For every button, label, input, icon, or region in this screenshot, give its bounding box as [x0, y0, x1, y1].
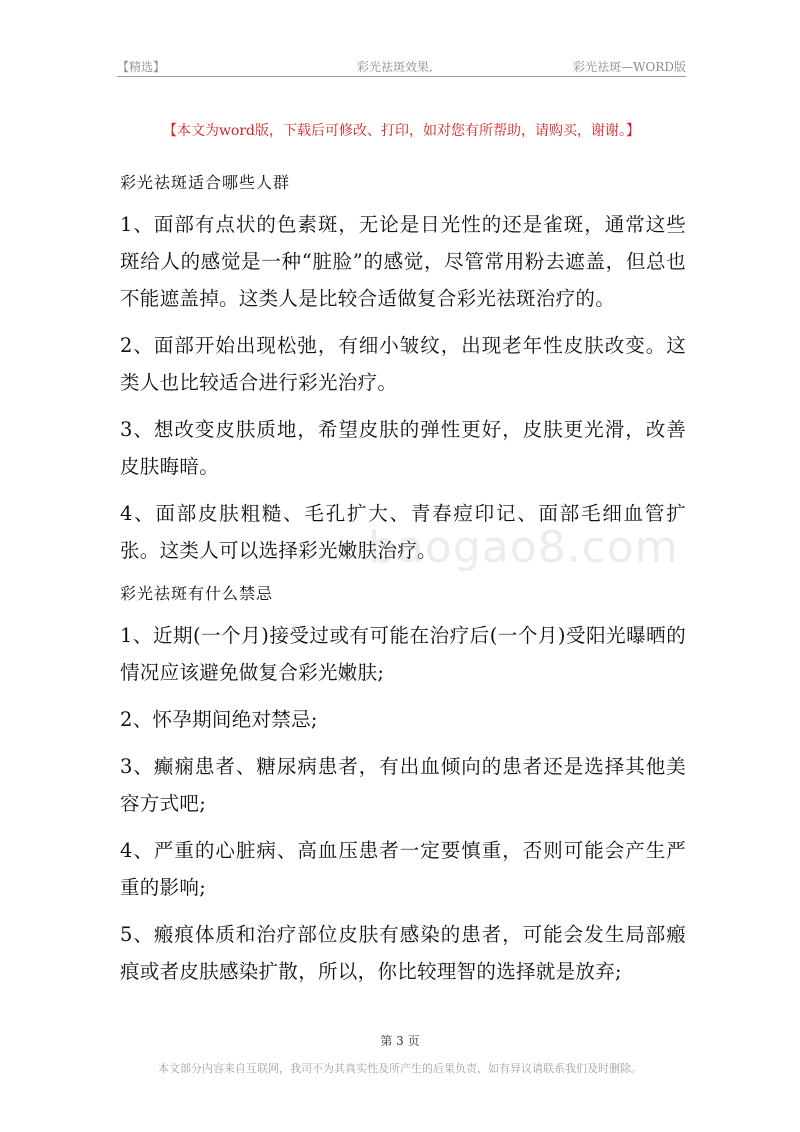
- paragraph-suitable-2: 2、面部开始出现松弛，有细小皱纹，出现老年性皮肤改变。这类人也比较适合进行彩光治疗。: [120, 334, 686, 394]
- download-notice: 【本文为word版，下载后可修改、打印，如对您有所帮助，请购买，谢谢。】: [162, 123, 641, 139]
- header-left-label: 【精选】: [117, 60, 166, 74]
- paragraph-contra-3: 3、癫痫患者、糖尿病患者，有出血倾向的患者还是选择其他美容方式吧;: [120, 755, 686, 815]
- section-heading-contraindications: 彩光祛斑有什么禁忌: [120, 584, 274, 603]
- paragraph-contra-1: 1、近期(一个月)接受过或有可能在治疗后(一个月)受阳光曝晒的情况应该避免做复合彩光嫩肤;: [120, 624, 686, 684]
- paragraph-suitable-1: 1、面部有点状的色素斑，无论是日光性的还是雀斑，通常这些斑给人的感觉是一种“脏脸”的感觉，尽管常用粉去遮盖，但总也不能遮盖掉。这类人是比较合适做复合彩光祛斑治疗的。: [120, 213, 686, 310]
- paragraph-suitable-4: 4、面部皮肤粗糙、毛孔扩大、青春痘印记、面部毛细血管扩张。这类人可以选择彩光嫩肤治疗。: [120, 502, 686, 562]
- page-number: 第 3 页: [380, 1034, 420, 1048]
- page-header: [117, 56, 686, 76]
- footer-disclaimer: 本文部分内容来自互联网，我司不为其真实性及所产生的后果负责，如有异议请联系我们及时删除。: [158, 1062, 642, 1075]
- watermark: baogao8.com: [368, 522, 679, 573]
- header-divider: [117, 76, 686, 77]
- header-right-label: 彩光祛斑—WORD版: [573, 60, 686, 74]
- paragraph-contra-2: 2、怀孕期间绝对禁忌;: [120, 708, 318, 731]
- paragraph-contra-4: 4、严重的心脏病、高血压患者一定要慎重，否则可能会产生严重的影响;: [120, 839, 686, 899]
- paragraph-suitable-3: 3、想改变皮肤质地，希望皮肤的弹性更好，皮肤更光滑，改善皮肤晦暗。: [120, 418, 686, 478]
- header-center-title: 彩光祛斑效果,: [357, 60, 433, 74]
- paragraph-contra-5: 5、瘢痕体质和治疗部位皮肤有感染的患者，可能会发生局部瘢痕或者皮肤感染扩散，所以，你比较理智的选择就是放弃;: [120, 923, 686, 983]
- section-heading-suitable: 彩光祛斑适合哪些人群: [120, 173, 291, 192]
- document-body: [120, 168, 686, 1000]
